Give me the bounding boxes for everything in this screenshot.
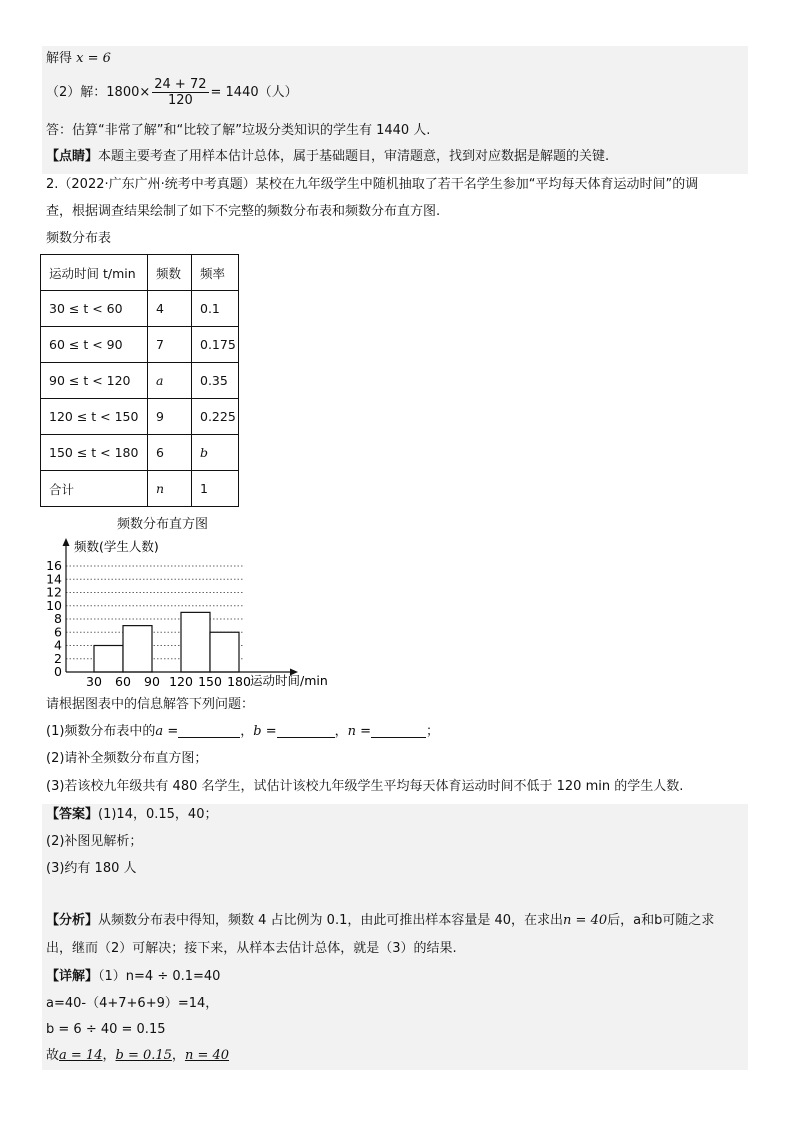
- fraction-numerator: 24 + 72: [154, 77, 207, 92]
- frequency-table: [40, 254, 239, 507]
- table-row: [41, 327, 239, 363]
- histogram-x-ticks: [86, 674, 251, 689]
- table-cell: 0.225: [192, 399, 239, 435]
- dianjing-tag: 【点睛】: [46, 149, 99, 164]
- x-tick-label: 150: [198, 674, 222, 689]
- detail-1-text: （1）n=4 ÷ 0.1=40: [98, 969, 221, 984]
- y-tick-label: 8: [54, 611, 62, 626]
- analysis-equation: n = 40: [563, 913, 608, 928]
- y-axis-label: 频数(学生人数): [74, 539, 159, 554]
- table-cell: 30 ≤ t < 60: [41, 291, 148, 327]
- y-tick-label: 12: [46, 584, 62, 600]
- x-tick-label: 30: [86, 674, 102, 689]
- question-line-1: 2.（2022·广东广州·统考中考真题）某校在九年级学生中随机抽取了若干名学生参加“平均每天体育运动时间”的调: [46, 177, 699, 192]
- histogram-bars: [94, 612, 239, 672]
- y-tick-label: 2: [54, 650, 62, 666]
- part2-line: [46, 76, 298, 110]
- detail-tag: 【详解】: [46, 969, 99, 984]
- y-tick-label: 14: [46, 571, 62, 587]
- detail-2: a=40-（4+7+6+9）=14，: [46, 996, 219, 1011]
- task-1-prefix: (1)频数分布表中的: [46, 724, 156, 739]
- y-tick-label: 0: [54, 664, 62, 679]
- x-tick-label: 180: [227, 674, 251, 689]
- answer-1-text: (1)14，0.15，40；: [98, 807, 218, 822]
- table-cell: 0.1: [192, 291, 239, 327]
- question-line-2: 查，根据调查结果绘制了如下不完整的频数分布表和频数分布直方图.: [46, 204, 441, 219]
- task-3: (3)若该校九年级共有 480 名学生，试估计该校九年级学生平均每天体育运动时间不低于 120 min 的学生人数.: [46, 779, 684, 794]
- task-2: (2)请补全频数分布直方图；: [46, 751, 208, 766]
- table-row: [41, 399, 239, 435]
- dianjing-text: 本题主要考查了用样本估计总体，属于基础题目，审清题意，找到对应数据是解题的关键.: [98, 149, 610, 164]
- histogram-title: 频数分布直方图: [117, 517, 209, 532]
- solve-x-label: 解得: [46, 51, 73, 66]
- dianjing-line: [46, 148, 609, 166]
- task-1: (1)频数分布表中的a = ，b = ，n = ；: [46, 724, 440, 739]
- histogram-bar: [181, 612, 210, 672]
- y-tick-label: 10: [46, 597, 62, 613]
- task-1-separator: ，: [240, 724, 254, 739]
- detail-4-b: b = 0.15: [115, 1048, 172, 1063]
- fraction-denominator: 120: [167, 93, 193, 108]
- histogram-y-ticks: [46, 558, 62, 679]
- answer-2: (2)补图见解析；: [46, 834, 143, 849]
- detail-4: [46, 1047, 229, 1065]
- detail-4-n: n = 40: [184, 1048, 230, 1063]
- detail-3: b = 6 ÷ 40 = 0.15: [46, 1022, 166, 1037]
- detail-1: [46, 968, 220, 986]
- table-cell: 0.35: [192, 363, 239, 399]
- answer-1: [46, 806, 217, 824]
- analysis-text-end: 后，: [607, 913, 634, 928]
- x-tick-label: 60: [115, 674, 131, 689]
- answer-line: 答：估算“非常了解”和“比较了解”垃圾分类知识的学生有 1440 人.: [46, 123, 431, 138]
- part2-prefix: （2）解：1800×: [46, 85, 151, 100]
- table-header-cell: 频数: [148, 255, 192, 291]
- tasks-intro: 请根据图表中的信息解答下列问题：: [46, 697, 255, 712]
- table-cell: 7: [148, 327, 192, 363]
- y-tick-label: 4: [54, 637, 62, 653]
- answer-3: (3)约有 180 人: [46, 861, 137, 876]
- y-axis-arrow: [63, 538, 70, 546]
- x-axis-label: 运动时间/min: [250, 673, 328, 688]
- x-tick-label: 90: [144, 674, 160, 689]
- table-cell: 6: [148, 435, 192, 471]
- table-cell: n: [148, 471, 192, 507]
- table-header-cell: 频率: [192, 255, 239, 291]
- table-row: [41, 471, 239, 507]
- table-row: [41, 435, 239, 471]
- solve-x-line: [46, 50, 111, 68]
- analysis-vars: a和b可随之求: [633, 913, 715, 928]
- y-tick-label: 6: [54, 624, 62, 640]
- answer-blank-a[interactable]: [178, 723, 240, 738]
- table-cell: 60 ≤ t < 90: [41, 327, 148, 363]
- histogram-chart: [40, 534, 360, 694]
- detail-4-separator: ，: [171, 1048, 185, 1063]
- solve-x-equation: x = 6: [76, 51, 111, 66]
- answer-blank-n[interactable]: [371, 723, 426, 738]
- table-row: [41, 363, 239, 399]
- table-header-cell: 运动时间 t/min: [41, 255, 148, 291]
- table-cell: 4: [148, 291, 192, 327]
- part2-result: = 1440（人）: [210, 85, 298, 100]
- analysis-line-2: 出，继而（2）可解决；接下来，从样本去估计总体，就是（3）的结果.: [46, 941, 457, 956]
- table-cell: a: [148, 363, 192, 399]
- table-cell: 合计: [41, 471, 148, 507]
- detail-4-a: a = 14: [59, 1048, 103, 1063]
- detail-4-prefix: 故: [46, 1048, 60, 1063]
- analysis-text: 从频数分布表中得知，频数 4 占比例为 0.1，由此可推出样本容量是 40，在求出: [98, 913, 564, 928]
- table-cell: 150 ≤ t < 180: [41, 435, 148, 471]
- analysis-tag: 【分析】: [46, 913, 99, 928]
- x-tick-label: 120: [169, 674, 193, 689]
- task-1-separator: ，: [334, 724, 348, 739]
- table-row: [41, 291, 239, 327]
- table-title: 频数分布表: [46, 231, 112, 246]
- table-cell: 120 ≤ t < 150: [41, 399, 148, 435]
- table-cell: 1: [192, 471, 239, 507]
- answer-tag: 【答案】: [46, 807, 99, 822]
- part2-fraction: [152, 77, 208, 108]
- table-cell: 9: [148, 399, 192, 435]
- table-cell: 0.175: [192, 327, 239, 363]
- table-cell: 90 ≤ t < 120: [41, 363, 148, 399]
- analysis-line-1: [46, 912, 714, 930]
- task-1-end: ；: [426, 724, 440, 739]
- histogram-bar: [210, 632, 239, 672]
- y-tick-label: 16: [46, 558, 62, 573]
- histogram-bar: [94, 646, 123, 673]
- answer-blank-b[interactable]: [277, 723, 335, 738]
- histogram-bar: [123, 626, 152, 672]
- detail-4-separator: ，: [102, 1048, 116, 1063]
- table-header-row: [41, 255, 239, 291]
- table-cell: b: [192, 435, 239, 471]
